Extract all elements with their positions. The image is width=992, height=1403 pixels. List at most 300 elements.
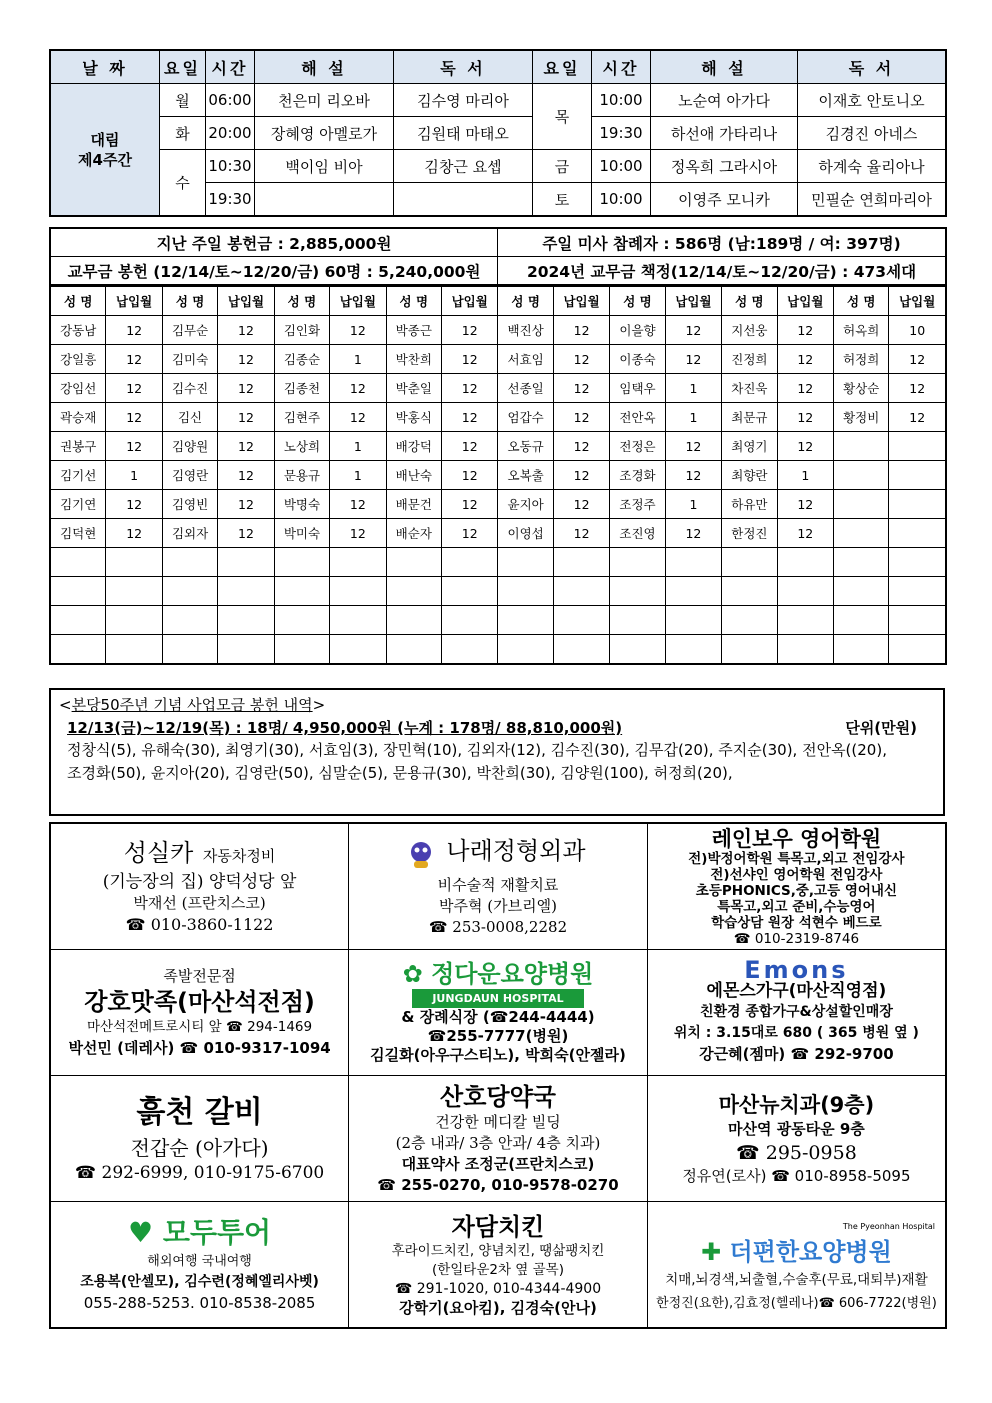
paid-month: 12 — [553, 316, 609, 345]
paid-month: 12 — [218, 432, 274, 461]
header-date: 날 짜 — [50, 50, 160, 84]
time: 10:30 — [206, 150, 255, 183]
paid-month: 1 — [330, 461, 386, 490]
paid-month: 12 — [553, 490, 609, 519]
paid-month — [106, 577, 162, 606]
member-name — [386, 606, 441, 635]
ad-owner: 박주혁 (가브리엘) — [439, 896, 557, 915]
member-name: 차진욱 — [722, 374, 777, 403]
ad-title-line — [51, 838, 348, 868]
member-name — [274, 548, 329, 577]
header-comment-2: 해 설 — [651, 50, 798, 84]
paid-month: 12 — [106, 316, 162, 345]
ad-logo: ✚ 더편한요양병원 — [701, 1237, 892, 1266]
schedule-row — [50, 117, 946, 150]
paid-month — [218, 635, 274, 665]
member-name: 권봉구 — [50, 432, 106, 461]
month-header: 납입월 — [106, 286, 162, 316]
name-header: 성 명 — [162, 286, 217, 316]
ad-jadam-chicken — [349, 1202, 648, 1329]
table-row — [50, 345, 946, 374]
member-name: 김영빈 — [162, 490, 217, 519]
member-name: 배난숙 — [386, 461, 441, 490]
paid-month — [330, 548, 386, 577]
member-name: 배순자 — [386, 519, 441, 548]
anniversary-donation-box — [49, 688, 945, 816]
member-name: 김현주 — [274, 403, 329, 432]
schedule-row — [50, 150, 946, 183]
member-name: 박홍식 — [386, 403, 441, 432]
ad-line: 학습상담 원장 석현수 베드로 — [711, 914, 882, 931]
paid-month: 12 — [442, 432, 498, 461]
commentator-2: 정옥희 그라시아 — [651, 150, 798, 183]
paid-month: 12 — [106, 403, 162, 432]
paid-month: 12 — [777, 374, 833, 403]
paid-month: 12 — [777, 490, 833, 519]
member-name — [50, 606, 106, 635]
mass-attendance: 주일 미사 참례자 : 586명 (남:189명 / 여: 397명) — [498, 228, 947, 257]
dues-offering: 교무금 봉헌 (12/14/토~12/20/금) 60명 : 5,240,000원 — [50, 257, 498, 286]
ad-phone: ☎ 291-1020, 010-4344-4900 — [394, 1280, 602, 1297]
paid-month: 12 — [330, 403, 386, 432]
time: 20:00 — [206, 117, 255, 150]
member-name: 허정희 — [834, 345, 889, 374]
time-2: 10:00 — [592, 84, 651, 117]
paid-month — [889, 635, 946, 665]
ad-line: 특목고,외고 준비,수능영어 — [717, 898, 876, 915]
schedule-row — [50, 84, 946, 117]
liturgy-schedule-table — [49, 49, 947, 217]
paid-month: 12 — [553, 432, 609, 461]
ad-line: 마산역 광동타운 9층 — [728, 1119, 865, 1138]
member-name: 이종숙 — [610, 345, 665, 374]
member-name — [386, 548, 441, 577]
commentator — [255, 183, 394, 217]
paid-month — [106, 548, 162, 577]
ad-location: 마산석전메트로시티 앞 ☎ 294-1469 — [87, 1019, 313, 1035]
member-name — [834, 490, 889, 519]
member-name — [50, 635, 106, 665]
paid-month: 1 — [665, 490, 721, 519]
table-row — [50, 490, 946, 519]
paid-month: 12 — [777, 345, 833, 374]
month-header: 납입월 — [553, 286, 609, 316]
member-name: 백진상 — [498, 316, 553, 345]
paid-month: 10 — [889, 316, 946, 345]
paid-month — [553, 606, 609, 635]
ad-line: 치매,뇌경색,뇌출혈,수술후(무료,대퇴부)재활 — [665, 1271, 928, 1288]
ad-line: 김길화(아우구스티노), 박희숙(안젤라) — [370, 1046, 626, 1064]
day: 월 — [160, 84, 206, 117]
member-name: 김종천 — [274, 374, 329, 403]
ad-name: 에몬스가구(마산직영점) — [706, 981, 887, 1001]
table-row — [50, 374, 946, 403]
paid-month: 12 — [777, 519, 833, 548]
ad-line: ☎255-7777(병원) — [427, 1027, 569, 1045]
member-name — [162, 635, 217, 665]
paid-month — [553, 548, 609, 577]
paid-month — [889, 606, 946, 635]
member-name: 황상순 — [834, 374, 889, 403]
paid-month: 12 — [218, 519, 274, 548]
month-header: 납입월 — [218, 286, 274, 316]
ad-emons-furniture — [647, 950, 946, 1076]
time-2: 10:00 — [592, 150, 651, 183]
ad-line: 대표약사 조정군(프란치스코) — [401, 1154, 595, 1173]
ad-phone: ☎ 010-3860-1122 — [125, 915, 274, 934]
time: 19:30 — [206, 183, 255, 217]
member-name: 이을향 — [610, 316, 665, 345]
table-row — [50, 519, 946, 548]
header-comment: 해 설 — [255, 50, 394, 84]
schedule-header-row — [50, 50, 946, 84]
commentator: 천은미 리오바 — [255, 84, 394, 117]
member-name — [162, 548, 217, 577]
paid-month: 12 — [442, 519, 498, 548]
ad-owner: 전갑순 (아가다) — [130, 1136, 269, 1160]
table-row — [50, 432, 946, 461]
paid-month — [889, 519, 946, 548]
member-name: 김종순 — [274, 345, 329, 374]
paid-month: 12 — [665, 432, 721, 461]
name-header: 성 명 — [722, 286, 777, 316]
paid-month: 12 — [889, 374, 946, 403]
member-name: 강동남 — [50, 316, 106, 345]
paid-month: 1 — [330, 432, 386, 461]
paid-month — [777, 606, 833, 635]
paid-month: 12 — [889, 403, 946, 432]
time-2: 10:00 — [592, 183, 651, 217]
ad-line: 한정진(요한),김효정(헬레나)☎ 606-7722(병원) — [656, 1295, 937, 1311]
paid-month — [553, 577, 609, 606]
member-name — [834, 548, 889, 577]
member-name — [834, 635, 889, 665]
dues-header-row — [50, 286, 946, 316]
paid-month: 12 — [665, 519, 721, 548]
member-name: 김무순 — [162, 316, 217, 345]
table-row — [50, 635, 946, 665]
paid-month: 12 — [106, 490, 162, 519]
ad-line: 해외여행 국내여행 — [147, 1254, 252, 1269]
member-name: 엄갑수 — [498, 403, 553, 432]
table-row — [50, 461, 946, 490]
ad-logo-line — [349, 960, 647, 988]
header-day-2: 요일 — [533, 50, 592, 84]
table-row — [50, 577, 946, 606]
sponsor-ads-grid — [49, 822, 947, 1329]
ad-line: 전)박정어학원 특목고,외고 전임강사 — [688, 850, 905, 867]
month-header: 납입월 — [442, 286, 498, 316]
member-name — [722, 606, 777, 635]
liturgical-period — [50, 84, 160, 217]
member-name: 하유만 — [722, 490, 777, 519]
ad-sanhodang-pharmacy — [349, 1076, 648, 1202]
member-name: 진정희 — [722, 345, 777, 374]
member-name — [610, 635, 665, 665]
member-name — [498, 606, 553, 635]
reader: 김창근 요셉 — [394, 150, 533, 183]
header-reader-2: 독 서 — [798, 50, 947, 84]
header-reader: 독 서 — [394, 50, 533, 84]
member-name: 문용규 — [274, 461, 329, 490]
member-name — [610, 577, 665, 606]
month-header: 납입월 — [665, 286, 721, 316]
paid-month — [106, 635, 162, 665]
ad-owner: 강근혜(젬마) ☎ 292-9700 — [699, 1045, 894, 1063]
ad-phone: ☎ 292-6999, 010-9175-6700 — [74, 1163, 325, 1183]
ad-line: 전)선샤인 영어학원 전임강사 — [710, 866, 883, 883]
paid-month: 12 — [330, 316, 386, 345]
paid-month — [218, 606, 274, 635]
name-header: 성 명 — [834, 286, 889, 316]
ad-narae-orthopedics — [349, 823, 648, 950]
ad-gangho-jokbal — [50, 950, 349, 1076]
member-name — [386, 635, 441, 665]
member-name: 김수진 — [162, 374, 217, 403]
member-name — [834, 461, 889, 490]
paid-month: 12 — [553, 403, 609, 432]
ad-location: (기능장의 집) 양덕성당 앞 — [102, 872, 297, 892]
member-name — [834, 606, 889, 635]
ad-phone: 055-288-5253. 010-8538-2085 — [83, 1294, 316, 1312]
reader-2: 민필순 연희마리아 — [798, 183, 947, 217]
paid-month — [777, 577, 833, 606]
donor-line: 정창식(5), 유해숙(30), 최영기(30), 서효임(3), 장민혁(10), 김외자(12), 김수진(30), 김무갑(20), 주지순(30), 전안옥((20), — [67, 741, 887, 759]
member-name: 최영기 — [722, 432, 777, 461]
paid-month: 12 — [106, 432, 162, 461]
paid-month: 1 — [665, 374, 721, 403]
paid-month — [777, 548, 833, 577]
member-name — [834, 577, 889, 606]
paid-month: 12 — [553, 345, 609, 374]
ad-jungdaun-hospital — [349, 950, 648, 1076]
ad-name: 나래정형외과 — [446, 836, 586, 865]
header-day: 요일 — [160, 50, 206, 84]
paid-month: 1 — [330, 345, 386, 374]
member-name: 최향란 — [722, 461, 777, 490]
ad-top: 족발전문점 — [163, 967, 236, 985]
ad-owner: 박재선 (프란치스코) — [133, 894, 266, 912]
ad-line: 조용복(안셀모), 김수련(정혜엘리사벳) — [80, 1274, 319, 1290]
member-name: 김신 — [162, 403, 217, 432]
period-line-2: 제4주간 — [78, 150, 132, 169]
ad-phone: ☎ 255-0270, 010-9578-0270 — [377, 1175, 619, 1194]
paid-month: 12 — [442, 490, 498, 519]
name-header: 성 명 — [50, 286, 106, 316]
reader-2: 이재호 안토니오 — [798, 84, 947, 117]
paid-month — [777, 635, 833, 665]
paid-month — [553, 635, 609, 665]
paid-month — [218, 577, 274, 606]
paid-month — [442, 577, 498, 606]
member-name: 서효임 — [498, 345, 553, 374]
member-name — [610, 606, 665, 635]
member-name — [162, 606, 217, 635]
member-name: 조정주 — [610, 490, 665, 519]
member-name — [834, 432, 889, 461]
member-name — [834, 519, 889, 548]
member-name: 곽승재 — [50, 403, 106, 432]
ad-english-name: The Pyeonhan Hospital — [842, 1221, 935, 1231]
ad-name: 마산뉴치과(9층) — [718, 1092, 875, 1117]
member-name: 김기선 — [50, 461, 106, 490]
paid-month — [442, 635, 498, 665]
offering-total: 지난 주일 봉헌금 : 2,885,000원 — [50, 228, 498, 257]
donation-unit: 단위(만원) — [845, 719, 917, 737]
ad-rainbow-english — [647, 823, 946, 950]
member-name: 조경화 — [610, 461, 665, 490]
donor-list — [67, 739, 927, 785]
paid-month: 12 — [777, 403, 833, 432]
member-name: 강임선 — [50, 374, 106, 403]
paid-month: 12 — [330, 490, 386, 519]
paid-month — [442, 548, 498, 577]
ad-title-line — [349, 836, 647, 869]
donor-line: 조경화(50), 윤지아(20), 김영란(50), 심말순(5), 문용규(30), 박찬희(30), 김양원(100), 허정희(20), — [67, 764, 733, 782]
paid-month — [330, 635, 386, 665]
member-name: 이영섭 — [498, 519, 553, 548]
ad-phone: ☎ 295-0958 — [736, 1141, 857, 1164]
paid-month — [665, 548, 721, 577]
paid-month: 12 — [665, 345, 721, 374]
paid-month: 12 — [218, 490, 274, 519]
day-2: 토 — [533, 183, 592, 217]
month-header: 납입월 — [889, 286, 946, 316]
paid-month: 1 — [106, 461, 162, 490]
member-name: 김양원 — [162, 432, 217, 461]
name-header: 성 명 — [386, 286, 441, 316]
member-name: 김영란 — [162, 461, 217, 490]
paid-month: 12 — [665, 316, 721, 345]
time-2: 19:30 — [592, 117, 651, 150]
header-time-2: 시간 — [592, 50, 651, 84]
offering-summary-table — [49, 227, 947, 286]
tree-icon: ✿ — [402, 960, 423, 988]
day: 수 — [160, 150, 206, 217]
ad-seongsil-car — [50, 823, 349, 950]
table-row — [50, 316, 946, 345]
name-header: 성 명 — [498, 286, 553, 316]
paid-month — [106, 606, 162, 635]
member-name: 배문건 — [386, 490, 441, 519]
commentator-2: 이영주 모니카 — [651, 183, 798, 217]
member-name: 임택우 — [610, 374, 665, 403]
ad-name: 강호맛족(마산석전점) — [84, 988, 315, 1016]
donation-title: <본당50주년 기념 사업모금 봉헌 내역> — [59, 696, 326, 714]
member-name: 박찬희 — [386, 345, 441, 374]
paid-month — [889, 577, 946, 606]
donation-period: 12/13(금)~12/19(목) : 18명/ 4,950,000원 (누계 : 178명/ 88,810,000원) — [67, 719, 623, 737]
ad-line: 친환경 종합가구&상설할인매장 — [699, 1004, 893, 1020]
member-name: 전정은 — [610, 432, 665, 461]
name-header: 성 명 — [274, 286, 329, 316]
member-name — [722, 577, 777, 606]
member-name: 한정진 — [722, 519, 777, 548]
member-name: 박명숙 — [274, 490, 329, 519]
reader — [394, 183, 533, 217]
member-name: 지선웅 — [722, 316, 777, 345]
time: 06:00 — [206, 84, 255, 117]
paid-month: 1 — [777, 461, 833, 490]
member-name: 김인화 — [274, 316, 329, 345]
ad-line: 후라이드치킨, 양념치킨, 땡삶팽치킨 — [391, 1242, 605, 1259]
member-name — [722, 548, 777, 577]
member-name — [162, 577, 217, 606]
member-name: 강일흥 — [50, 345, 106, 374]
paid-month: 12 — [106, 374, 162, 403]
name-header: 성 명 — [610, 286, 665, 316]
paid-month — [665, 606, 721, 635]
member-name: 김미숙 — [162, 345, 217, 374]
paid-month — [330, 606, 386, 635]
paid-month: 12 — [106, 519, 162, 548]
member-name: 노상희 — [274, 432, 329, 461]
paid-month: 12 — [777, 432, 833, 461]
reader: 김원태 마태오 — [394, 117, 533, 150]
ad-owner: 강학기(요아킴), 김경숙(안나) — [399, 1298, 597, 1317]
paid-month: 12 — [553, 461, 609, 490]
month-header: 납입월 — [330, 286, 386, 316]
member-name — [722, 635, 777, 665]
table-row — [50, 403, 946, 432]
member-name: 박춘일 — [386, 374, 441, 403]
ad-line: 건강한 메디칼 빌딩 — [435, 1112, 561, 1131]
paid-month: 12 — [442, 345, 498, 374]
ad-heukcheon-galbi — [50, 1076, 349, 1202]
paid-month: 12 — [218, 316, 274, 345]
member-name: 오복출 — [498, 461, 553, 490]
paid-month: 1 — [665, 403, 721, 432]
commentator: 장혜영 아멜로가 — [255, 117, 394, 150]
member-name: 오동규 — [498, 432, 553, 461]
paid-month: 12 — [442, 461, 498, 490]
member-name — [50, 548, 106, 577]
reader: 김수영 마리아 — [394, 84, 533, 117]
member-name — [498, 635, 553, 665]
ad-line: (한일타운2차 옆 골목) — [431, 1261, 564, 1278]
reader-2: 하계숙 율리아나 — [798, 150, 947, 183]
ad-logo: 흙천 갈비 — [136, 1095, 263, 1130]
paid-month: 12 — [106, 345, 162, 374]
paid-month — [330, 577, 386, 606]
ad-line: & 장례식장 (☎244-4444) — [401, 1008, 595, 1026]
paid-month: 12 — [553, 519, 609, 548]
dues-payment-table — [49, 285, 947, 665]
ad-phone: ☎ 253-0008,2282 — [428, 917, 568, 936]
ad-logo: Emons — [744, 956, 849, 984]
ad-name: 레인보우 영어학원 — [711, 826, 882, 851]
ad-name: 산호당약국 — [440, 1082, 556, 1111]
member-name — [498, 548, 553, 577]
period-line-1: 대림 — [90, 130, 120, 149]
paid-month: 12 — [330, 374, 386, 403]
member-name: 전안옥 — [610, 403, 665, 432]
member-name: 김기연 — [50, 490, 106, 519]
member-name: 허옥희 — [834, 316, 889, 345]
ad-phone: ☎ 010-2319-8746 — [733, 930, 860, 947]
ad-name: 자담치킨 — [451, 1212, 545, 1241]
paid-month — [442, 606, 498, 635]
member-name: 박미숙 — [274, 519, 329, 548]
table-row — [50, 606, 946, 635]
paid-month: 12 — [553, 374, 609, 403]
paid-month: 12 — [777, 316, 833, 345]
paid-month: 12 — [218, 345, 274, 374]
member-name: 윤지아 — [498, 490, 553, 519]
ad-name: 성실카 — [123, 839, 194, 867]
member-name: 최문규 — [722, 403, 777, 432]
member-name — [498, 577, 553, 606]
